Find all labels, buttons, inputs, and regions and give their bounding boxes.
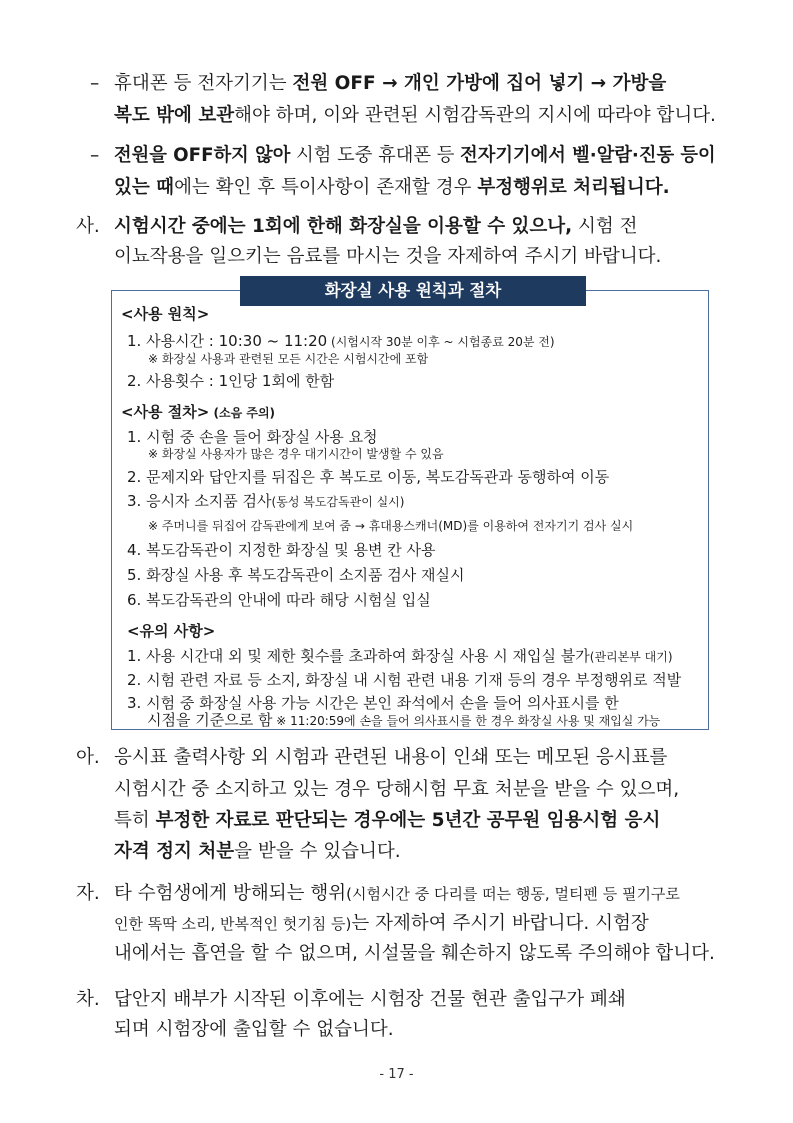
item-line: 타 수험생에게 방해되는 행위(시험시간 중 다리를 떠는 행동, 멀티펜 등 필기구로	[114, 883, 680, 904]
caution-1: 1. 사용 시간대 외 및 제한 횟수를 초과하여 화장실 사용 시 재입실 불가(관리본부 대기)	[127, 647, 673, 665]
item-line: 되며 시험장에 출입할 수 없습니다.	[114, 1019, 394, 1040]
procedure-3-note: ※ 주머니를 뒤집어 감독관에게 보여 줌 → 휴대용스캐너(MD)를 이용하여 전자기기 검사 실시	[148, 519, 634, 533]
page-number: - 17 -	[379, 1067, 414, 1082]
bullet-marker: –	[90, 145, 100, 166]
item-line: 전원을 OFF하지 않아 시험 도중 휴대폰 등 전자기기에서 벨·알람·진동 등이	[114, 145, 716, 166]
bullet-marker: –	[90, 73, 100, 94]
item-line: 이뇨작용을 일으키는 음료를 마시는 것을 자제하여 주시기 바랍니다.	[114, 246, 662, 267]
item-line: 특히 부정한 자료로 판단되는 경우에는 5년간 공무원 임용시험 응시	[114, 810, 661, 831]
item-line: 복도 밖에 보관해야 하며, 이와 관련된 시험감독관의 지시에 따라야 합니다.	[114, 105, 716, 126]
principle-1-note: ※ 화장실 사용과 관련된 모든 시간은 시험시간에 포함	[148, 352, 429, 366]
procedure-heading: <사용 절차> (소음 주의)	[121, 403, 276, 421]
procedure-1: 1. 시험 중 손을 들어 화장실 사용 요청	[127, 428, 378, 446]
item-line: 시험시간 중 소지하고 있는 경우 당해시험 무효 처분을 받을 수 있으며,	[114, 779, 680, 800]
item-line: 응시표 출력사항 외 시험과 관련된 내용이 인쇄 또는 메모된 응시표를	[114, 747, 668, 768]
principle-1: 1. 사용시간 : 10:30 ~ 11:20 (시험시작 30분 이후 ~ 시험종료 20분 전)	[127, 332, 555, 350]
procedure-2: 2. 문제지와 답안지를 뒤집은 후 복도로 이동, 복도감독관과 동행하여 이동	[127, 468, 610, 486]
item-marker: 자.	[76, 883, 100, 904]
item-line: 휴대폰 등 전자기기는 전원 OFF → 개인 가방에 집어 넣기 → 가방을	[114, 73, 667, 94]
procedure-6: 6. 복도감독관의 안내에 따라 해당 시험실 입실	[127, 591, 431, 609]
procedure-4: 4. 복도감독관이 지정한 화장실 및 용변 칸 사용	[127, 541, 436, 559]
item-line: 답안지 배부가 시작된 이후에는 시험장 건물 현관 출입구가 폐쇄	[114, 989, 626, 1010]
item-line: 인한 똑딱 소리, 반복적인 헛기침 등)는 자제하여 주시기 바랍니다. 시험장	[114, 913, 649, 934]
procedure-3: 3. 응시자 소지품 검사(동성 복도감독관이 실시)	[127, 492, 405, 510]
item-line: 자격 정지 처분을 받을 수 있습니다.	[114, 841, 401, 862]
caution-2: 2. 시험 관련 자료 등 소지, 화장실 내 시험 관련 내용 기재 등의 경우 부정행위로 적발	[127, 671, 682, 689]
caution-heading: <유의 사항>	[127, 622, 216, 640]
procedure-1-note: ※ 화장실 사용자가 많은 경우 대기시간이 발생할 수 있음	[148, 447, 444, 461]
item-marker: 아.	[76, 747, 100, 768]
item-marker: 차.	[76, 989, 100, 1010]
box-title: 화장실 사용 원칙과 절차	[240, 276, 586, 306]
item-marker: 사.	[76, 216, 100, 237]
item-line: 내에서는 흡연을 할 수 없으며, 시설물을 훼손하지 않도록 주의해야 합니다.	[114, 943, 715, 964]
caution-3: 3. 시험 중 화장실 사용 가능 시간은 본인 좌석에서 손을 들어 의사표시를 한	[127, 694, 619, 712]
procedure-5: 5. 화장실 사용 후 복도감독관이 소지품 검사 재실시	[127, 566, 465, 584]
item-line: 있는 때에는 확인 후 특이사항이 존재할 경우 부정행위로 처리됩니다.	[114, 177, 670, 198]
caution-3-cont: 시점을 기준으로 함 ※ 11:20:59에 손을 들어 의사표시를 한 경우 화장실 사용 및 재입실 가능	[147, 711, 661, 729]
item-line: 시험시간 중에는 1회에 한해 화장실을 이용할 수 있으나, 시험 전	[114, 216, 638, 237]
principles-heading: <사용 원칙>	[121, 305, 210, 323]
principle-2: 2. 사용횟수 : 1인당 1회에 한함	[127, 372, 335, 390]
